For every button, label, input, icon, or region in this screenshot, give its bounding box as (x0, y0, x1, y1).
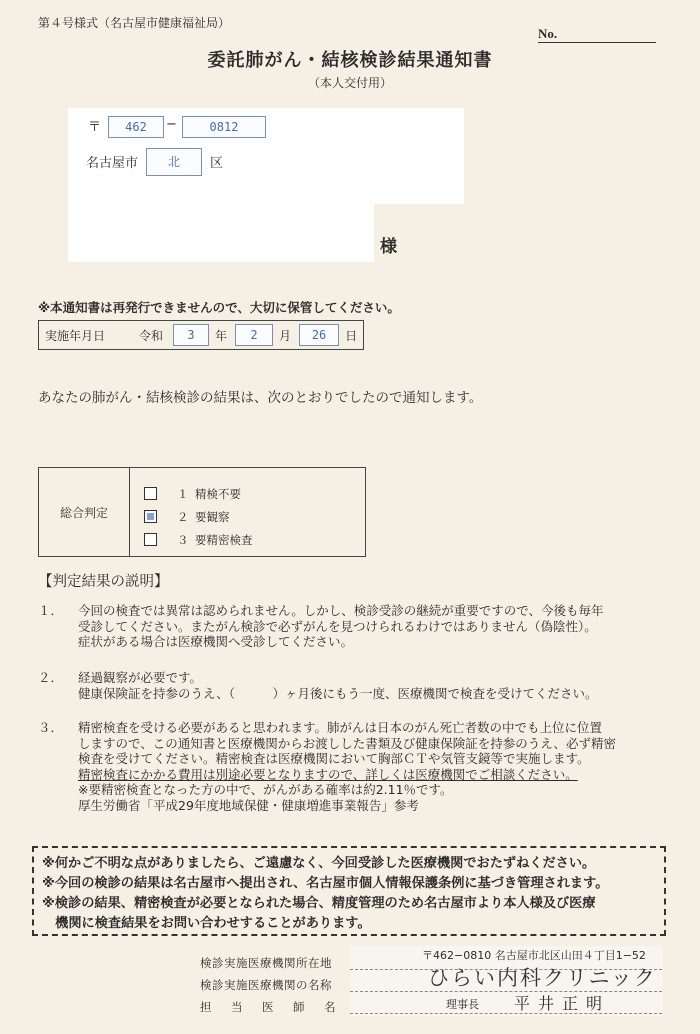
checkbox-checked[interactable] (144, 510, 157, 523)
clinic-name: ひらい内科クリニック (428, 966, 657, 990)
redacted-name-area (68, 204, 374, 262)
item-line-underlined: 精密検査にかかる費用は別途必要となりますので、詳しくは医療機関でご相談ください。 (78, 766, 578, 782)
note-line: ※何かご不明な点がありましたら、ご遠慮なく、今回受診した医療機関でおたずねください。 (42, 856, 596, 871)
clinic-address: 〒462−0810 名古屋市北区山田４丁目1−52 (422, 949, 646, 962)
divider (350, 1013, 662, 1014)
ward-field: 北 (146, 148, 202, 176)
explanation-heading: 【判定結果の説明】 (38, 574, 169, 590)
option-label: 精検不要 (195, 486, 241, 501)
postal-mark: 〒 (88, 120, 102, 135)
item-number: ２． (38, 670, 64, 685)
item-line: 今回の検査では異常は認められません。しかし、検診受診の継続が重要ですので、今後も毎年 (78, 603, 604, 618)
day-unit: 日 (345, 328, 358, 343)
item-line: 経過観察が必要です。 (78, 670, 203, 685)
item-number: １． (38, 603, 64, 618)
note-line: 機関に検査結果をお問い合わせすることがあります。 (42, 916, 371, 931)
item-line: 検査を受けてください。精密検査は医療機関において胸部ＣＴや気管支鏡等で実施します。 (78, 751, 590, 766)
doctor-title: 理事長 (446, 998, 479, 1011)
clinic-address-label: 検診実施医療機関所在地 (200, 956, 332, 970)
year-unit: 年 (215, 328, 228, 343)
doctor-label: 担 当 医 師 名 (200, 1000, 340, 1014)
exam-month-field: 2 (235, 324, 273, 346)
era-label: 令和 (139, 328, 164, 343)
note-line: ※検診の結果、精密検査が必要となられた場合、精度管理のため名古屋市より本人様及び医療 (42, 896, 596, 911)
page-subtitle: （本人交付用） (307, 76, 392, 90)
option-number: ２ (177, 509, 189, 524)
option-number: ３ (177, 532, 189, 547)
judgement-options (130, 468, 253, 556)
month-unit: 月 (279, 328, 292, 343)
exam-year-field: 3 (173, 324, 209, 346)
item-line: 受診してください。またがん検診で必ずがんを見つけられるわけではありません（偽陰性）。 (78, 618, 597, 634)
item-line: しますので、この通知書と医療機関からお渡しした書類及び健康保険証を持参のうえ、必ず精密 (78, 735, 617, 751)
note-line: ※今回の検診の結果は名古屋市へ提出され、名古屋市個人情報保護条例に基づき管理されます。 (42, 876, 609, 891)
exam-date-label: 実施年月日 (45, 328, 106, 343)
result-intro: あなたの肺がん・結核検診の結果は、次のとおりでしたので通知します。 (38, 390, 483, 406)
postal-code-first: 462 (108, 116, 164, 138)
item-number: ３． (38, 720, 64, 735)
notes-box (32, 846, 666, 936)
clinic-name-label: 検診実施医療機関の名称 (200, 978, 332, 992)
exam-date-row (38, 320, 364, 350)
judgement-option-3[interactable] (144, 528, 253, 551)
doctor-name: 平井正明 (514, 994, 611, 1013)
judgement-label: 総合判定 (39, 468, 130, 556)
judgement-option-1[interactable] (144, 482, 253, 505)
honorific-label: 様 (380, 237, 397, 257)
item-line: 厚生労働省「平成29年度地域保健・健康増進事業報告」参考 (78, 797, 419, 813)
postal-code-second: 0812 (182, 116, 266, 138)
judgement-option-2[interactable] (144, 505, 253, 528)
postal-dash: − (166, 117, 177, 132)
page-title: 委託肺がん・結核検診結果通知書 (207, 50, 493, 71)
overall-judgement-box (38, 467, 366, 557)
item-line: 精密検査を受ける必要があると思われます。肺がんは日本のがん死亡者数の中でも上位に位置 (78, 720, 603, 735)
checkbox[interactable] (144, 487, 157, 500)
exam-day-field: 26 (299, 324, 339, 346)
item-line: 症状がある場合は医療機関へ受診してください。 (78, 634, 354, 649)
reissue-notice: ※本通知書は再発行できませんので、大切に保管してください。 (38, 300, 400, 315)
document-number-field: No. (538, 26, 656, 43)
city-label: 名古屋市 (86, 156, 139, 171)
option-label: 要観察 (195, 509, 230, 524)
item-line: ※要精密検査となった方の中で、がんがある確率は約2.11％です。 (78, 782, 453, 797)
item-line: 健康保険証を持参のうえ、（ ）ヶ月後にもう一度、医療機関で検査を受けてください。 (78, 685, 598, 701)
checkbox[interactable] (144, 533, 157, 546)
option-label: 要精密検査 (195, 532, 253, 547)
option-number: １ (177, 486, 189, 501)
form-number: 第４号様式（名古屋市健康福祉局） (38, 16, 231, 30)
ward-label: 区 (210, 156, 224, 171)
